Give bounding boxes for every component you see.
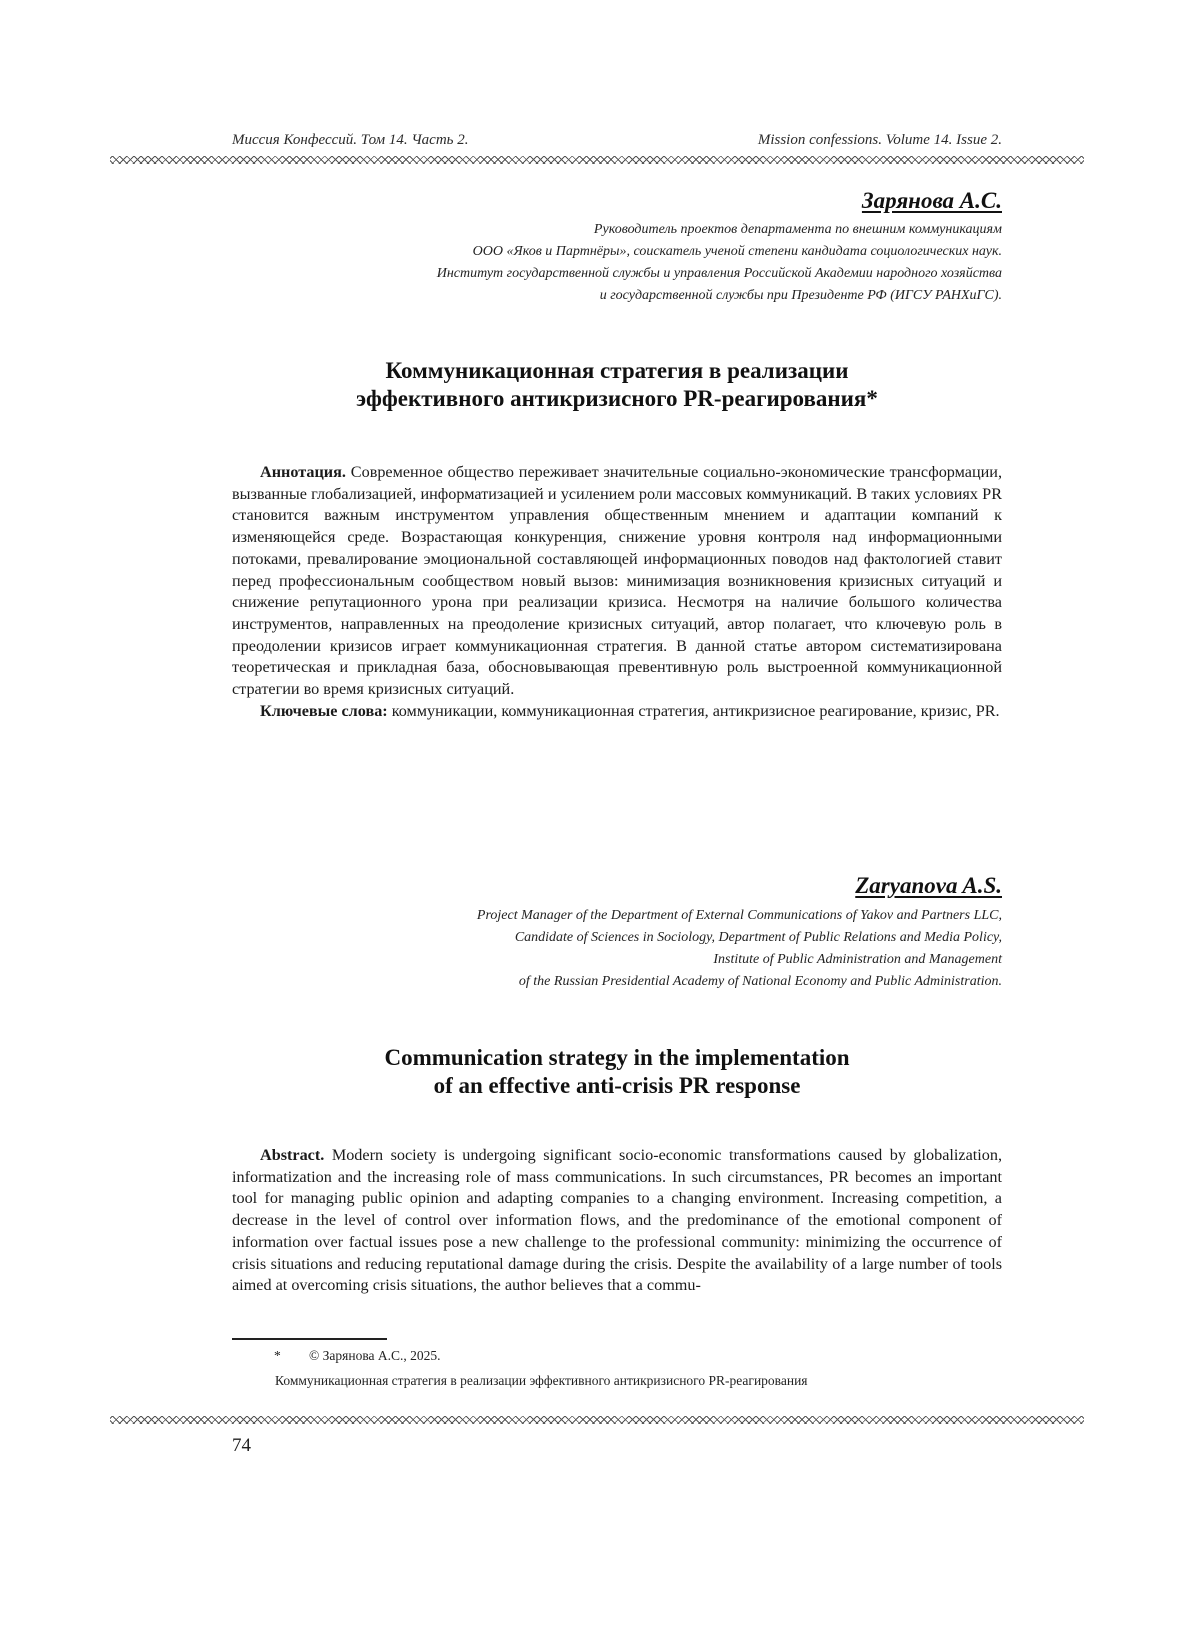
affiliation-line: of the Russian Presidential Academy of National Economy and Public Administration. bbox=[518, 974, 1002, 989]
article-title-en bbox=[232, 1044, 1002, 1100]
footnote-copyright-text: © Зарянова А.С., 2025. bbox=[309, 1348, 441, 1363]
affiliation-line: Project Manager of the Department of External Communications of Yakov and Partners LLC, bbox=[476, 908, 1002, 923]
abstract-en bbox=[232, 1145, 1002, 1297]
journal-title-ru: Миссия Конфессий. Том 14. Часть 2. bbox=[232, 132, 469, 148]
author-name-en: Zaryanova A.S. bbox=[855, 873, 1002, 898]
title-line: Коммуникационная стратегия в реализации bbox=[385, 358, 849, 383]
abstract-paragraph bbox=[232, 1145, 1002, 1297]
page-number: 74 bbox=[232, 1435, 251, 1456]
abstract-text: Современное общество переживает значительные социально-экономические трансформации, вызванные глобализацией, информатизацией и усилением роли массовых коммуникаций. В таких условиях PR становится важным инструментом управления общественным мнением и адаптации компаний к изменяющейся среде. Возрастающая конкуренция, снижение уровня контроля над информационными потоками, превалирование эмоциональной составляющей информационных поводов над фактологией ставит перед профессиональным сообществом новый вызов: минимизация возникновения кризисных ситуаций и снижение репутационного урона при реализации кризиса. Несмотря на наличие большого количества инструментов, направленных на преодоление кризисных ситуаций, автор полагает, что ключевую роль в преодолении кризисов играет коммуникационная стратегия. В данной статье автором систематизирована теоретическая и прикладная база, обосновывающая превентивную роль выстроенной коммуникационной стратегии во время кризисных ситуаций. bbox=[232, 463, 1003, 699]
affiliation-line: Candidate of Sciences in Sociology, Department of Public Relations and Media Policy, bbox=[514, 930, 1002, 945]
footnote-title: Коммуникационная стратегия в реализации эффективного антикризисного PR-реагирования bbox=[275, 1373, 808, 1388]
footnote-mark: * bbox=[274, 1348, 281, 1363]
title-line: Communication strategy in the implementation bbox=[384, 1045, 850, 1070]
keywords-label: Ключевые слова: bbox=[260, 701, 388, 720]
keywords-paragraph bbox=[232, 701, 1002, 723]
abstract-text: Modern society is undergoing significant socio-economic transformations caused by globalization, informatization and the increasing role of mass communications. In such circumstances, PR becomes an important tool for managing public opinion and adapting companies to a changing environment. Increasing competition, a decrease in the level of control over information flows, and the predominance of the emotional component of information over factual issues pose a new challenge to the professional community: minimizing the occurrence of crisis situations and reducing reputational damage during the crisis. Despite the availability of a large number of tools aimed at overcoming crisis situations, the author believes that a commu- bbox=[232, 1146, 1002, 1295]
keywords-text: коммуникации, коммуникационная стратегия, антикризисное реагирование, кризис, PR. bbox=[391, 701, 1000, 720]
affiliation-line: Руководитель проектов департамента по внешним коммуникациям bbox=[593, 222, 1002, 237]
author-affiliation-ru bbox=[242, 219, 1002, 307]
affiliation-line: и государственной службы при Президенте РФ (ИГСУ РАНХиГС). bbox=[599, 288, 1002, 303]
author-affiliation-en bbox=[242, 905, 1002, 993]
running-header bbox=[232, 132, 1002, 156]
abstract-label: Аннотация. bbox=[260, 463, 346, 481]
footer-ornament-rule bbox=[110, 1416, 1084, 1424]
abstract-ru bbox=[232, 462, 1002, 722]
abstract-paragraph bbox=[232, 462, 1002, 701]
header-ornament-rule bbox=[110, 156, 1084, 164]
article-title-ru bbox=[232, 357, 1002, 413]
affiliation-line: ООО «Яков и Партнёры», соискатель ученой степени кандидата социологических наук. bbox=[472, 244, 1002, 259]
title-line: эффективного антикризисного PR-реагирования* bbox=[356, 386, 878, 411]
footnote-copyright bbox=[232, 1348, 1002, 1364]
title-line: of an effective anti-crisis PR response bbox=[433, 1073, 801, 1098]
footnote-separator bbox=[232, 1338, 387, 1340]
affiliation-line: Institute of Public Administration and Management bbox=[713, 952, 1002, 967]
abstract-label: Abstract. bbox=[260, 1146, 325, 1164]
journal-title-en: Mission confessions. Volume 14. Issue 2. bbox=[757, 132, 1002, 148]
affiliation-line: Институт государственной службы и управления Российской Академии народного хозяйства bbox=[436, 266, 1002, 281]
author-name-ru: Зарянова А.С. bbox=[861, 188, 1002, 213]
